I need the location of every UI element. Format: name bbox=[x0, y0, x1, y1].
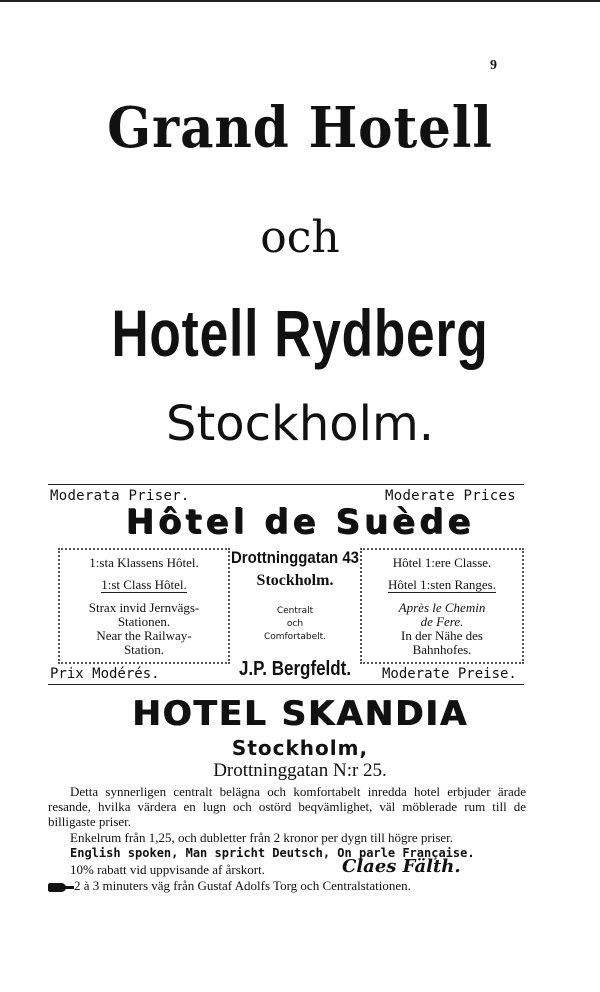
title-och: och bbox=[260, 212, 340, 263]
right-box-line5: In der Nähe des bbox=[401, 628, 483, 643]
pointing-hand-icon bbox=[48, 883, 66, 892]
skandia-signature: Claes Fälth. bbox=[342, 856, 461, 877]
left-box-line2: 1:st Class Hôtel. bbox=[101, 577, 187, 592]
skandia-city: Stockholm, bbox=[231, 736, 369, 760]
skandia-address: Drottninggatan N:r 25. bbox=[213, 760, 387, 781]
right-box-line6: Bahnhofes. bbox=[412, 642, 472, 657]
title-hotell-rydberg: Hotell Rydberg bbox=[111, 296, 489, 370]
left-box-line3: Strax invid Jernvägs- bbox=[88, 600, 200, 615]
right-box-line1: Hôtel 1:ere Classe. bbox=[392, 555, 492, 570]
left-box-line5: Near the Railway- bbox=[96, 628, 192, 643]
suede-prix-moderes: Prix Modérés. bbox=[50, 666, 160, 682]
skandia-footnote bbox=[48, 878, 411, 894]
suede-moderate-prices: Moderate Prices bbox=[385, 488, 516, 504]
skandia-paragraph-2: Enkelrum från 1,25, och dubletter från 2 kronor per dygn till högre priser. bbox=[70, 830, 454, 845]
hotel-de-suede-name: Hôtel de Suède bbox=[125, 502, 475, 542]
suede-proprietor: J.P. Bergfeldt. bbox=[238, 658, 352, 680]
left-box-line6: Station. bbox=[123, 642, 165, 657]
title-grand-hotell: Grand Hotell bbox=[107, 95, 493, 161]
right-box-line3: Après le Chemin bbox=[398, 600, 486, 615]
suede-bottom-rule bbox=[48, 684, 524, 685]
top-rule bbox=[0, 0, 600, 2]
suede-comfortabelt: Comfortabelt. bbox=[263, 632, 327, 642]
page-number: 9 bbox=[490, 58, 497, 73]
suede-city: Stockholm. bbox=[256, 572, 334, 589]
suede-moderata-priser: Moderata Priser. bbox=[50, 488, 190, 504]
hotel-skandia-name: HOTEL SKANDIA bbox=[131, 694, 469, 734]
suede-left-box bbox=[58, 548, 230, 664]
skandia-paragraph-1: Detta synnerligen centralt belägna och komfortabelt inredda hotel erbjuder ärade resande, hvilka värdera en lugn och ostörd beqvämlighet, väl möblerade rum till de billigaste priser. bbox=[48, 784, 526, 829]
left-box-line4: Stationen. bbox=[117, 614, 171, 629]
skandia-paragraph-4: 10% rabatt vid uppvisande af årskort. bbox=[70, 862, 265, 877]
skandia-footnote-text: 2 à 3 minuters väg från Gustaf Adolfs Torg och Centralstationen. bbox=[74, 878, 411, 893]
skandia-paragraph-3: English spoken, Man spricht Deutsch, On parle Française. bbox=[70, 846, 475, 860]
suede-right-box bbox=[360, 548, 524, 664]
suede-top-rule bbox=[48, 484, 524, 485]
suede-centralt: Centralt bbox=[276, 606, 314, 616]
suede-och: och bbox=[286, 619, 304, 629]
left-box-line1: 1:sta Klassens Hôtel. bbox=[89, 555, 199, 570]
right-box-line2: Hôtel 1:sten Ranges. bbox=[388, 577, 496, 592]
suede-street: Drottninggatan 43 bbox=[230, 548, 359, 567]
title-stockholm: Stockholm. bbox=[166, 396, 434, 452]
right-box-line4: de Fere. bbox=[420, 614, 464, 629]
suede-moderate-preise: Moderate Preise. bbox=[382, 666, 517, 682]
